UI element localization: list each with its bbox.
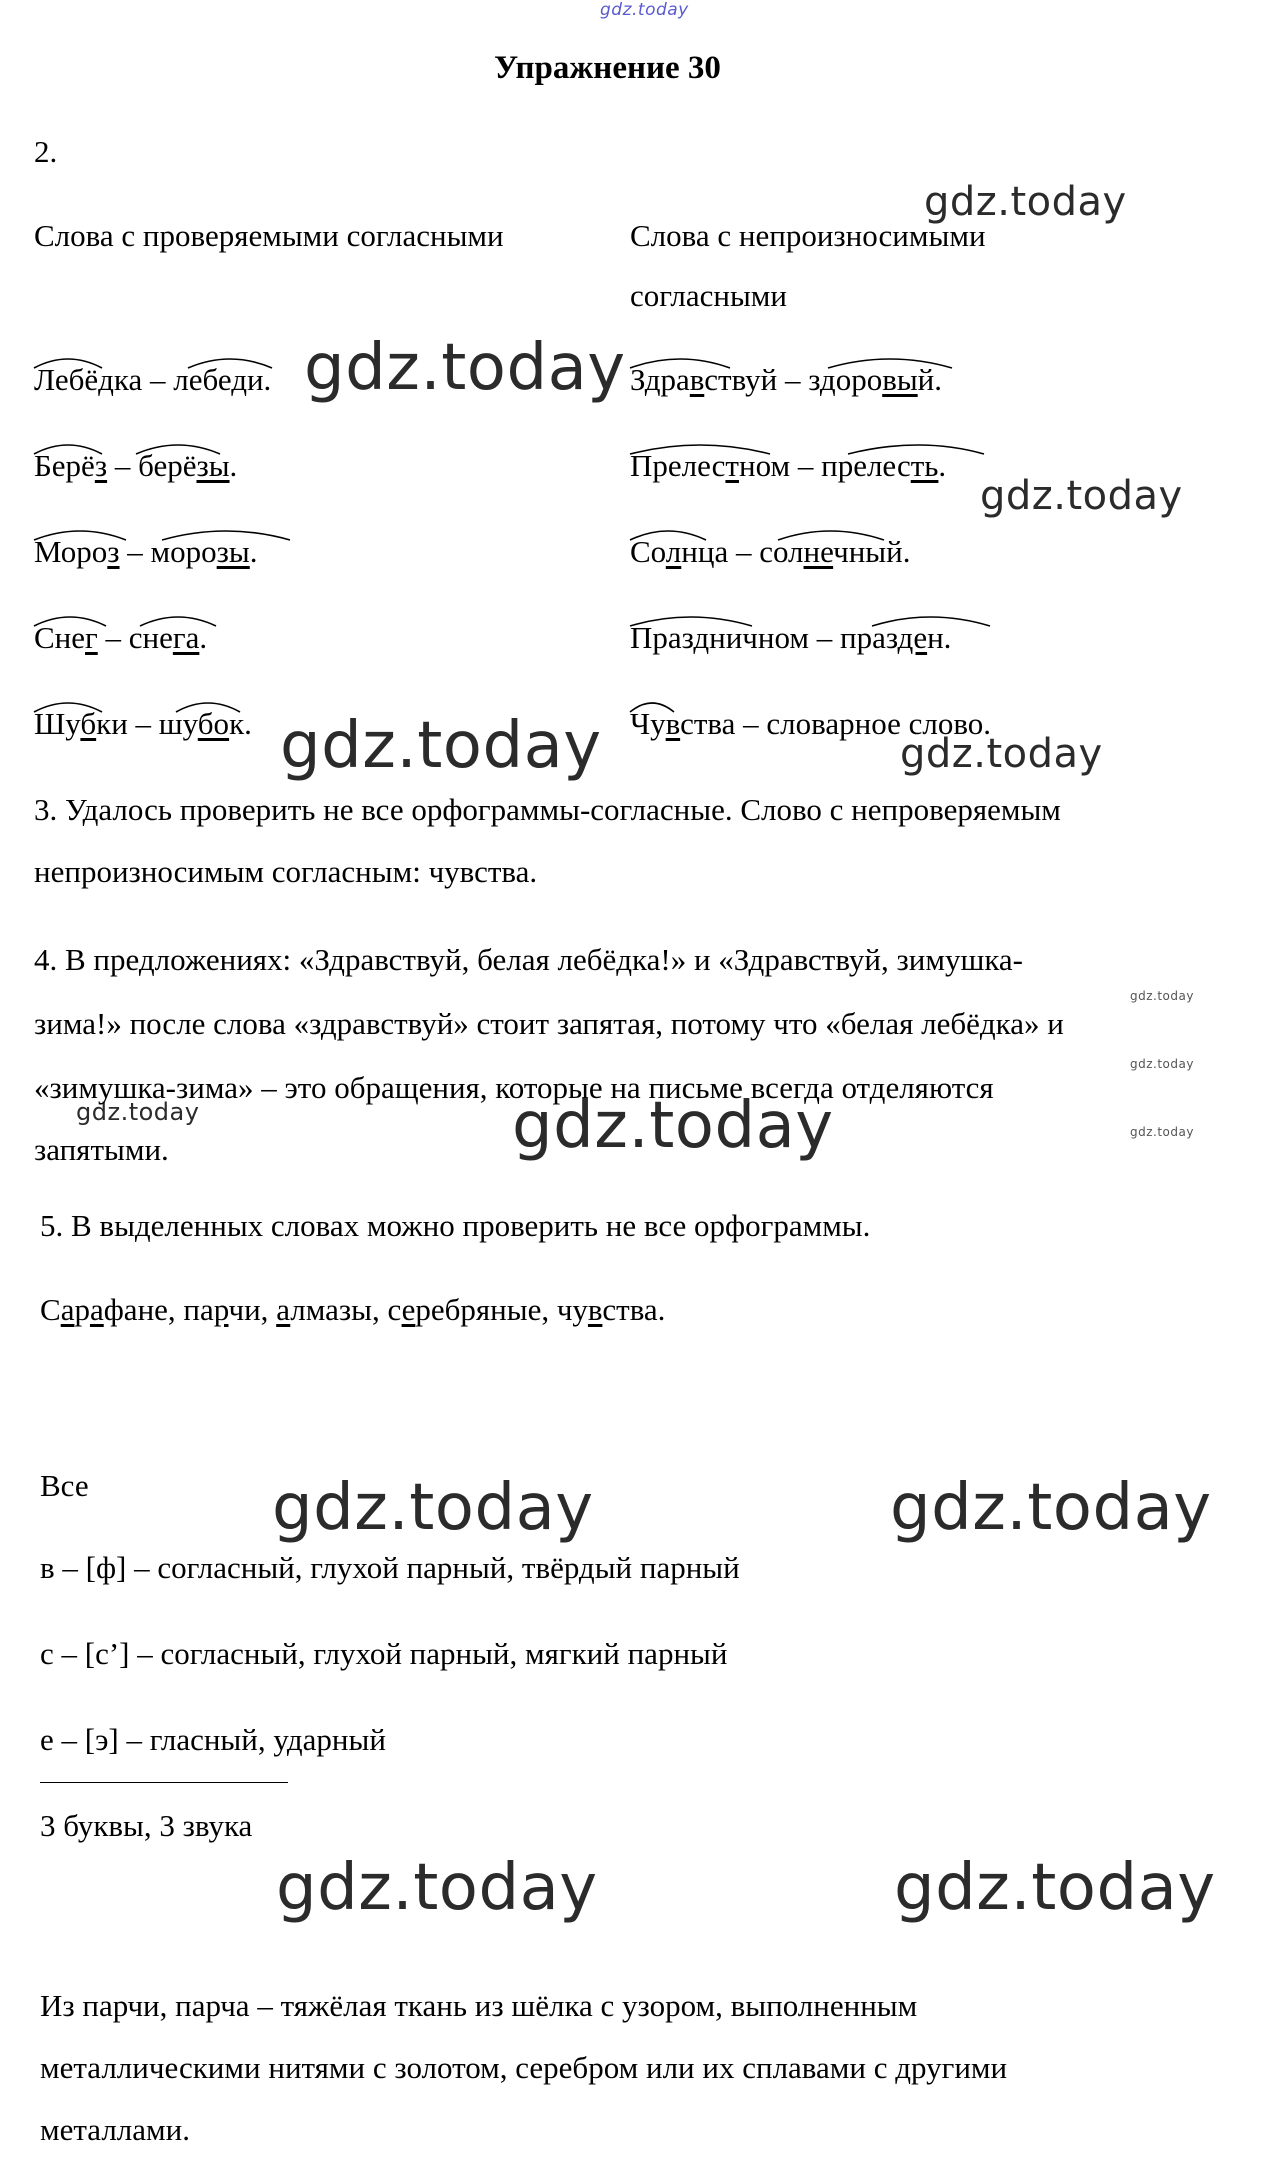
watermark: gdz.today [276, 1851, 598, 1925]
task4-line: «зимушка-зима» – это обращения, которые на письме всегда отделяются [34, 1070, 994, 1105]
column-header-right: Слова с непроизносимыми [630, 218, 986, 253]
watermark: gdz.today [76, 1098, 200, 1126]
word-pair: Прелестном – прелесть. [630, 448, 947, 483]
watermark-small: gdz.today [1130, 1125, 1194, 1139]
word-pair: Чувства – словарное слово. [630, 706, 992, 741]
divider [40, 1782, 288, 1783]
watermark: gdz.today [304, 331, 626, 405]
definition-line: металлическими нитями с золотом, серебром или их сплавами с другими [40, 2050, 1008, 2085]
task-number: 2. [34, 134, 58, 169]
definition-line: Из парчи, парча – тяжёлая ткань из шёлка с узором, выполненным [40, 1988, 918, 2023]
page-title: Упражнение 30 [494, 50, 721, 86]
task3-line: 3. Удалось проверить не все орфограммы-согласные. Слово с непроверяемым [34, 792, 1061, 827]
watermark: gdz.today [900, 731, 1103, 777]
column-header-left: Слова с проверяемыми согласными [34, 218, 504, 253]
word-pair: Праздничном – празден. [630, 620, 952, 655]
word-pair: Шубки – шубок. [34, 706, 252, 741]
word-pair: Снег – снега. [34, 620, 208, 655]
task5-line: 5. В выделенных словах можно проверить не все орфограммы. [40, 1208, 871, 1243]
word-pair: Лебёдка – лебеди. [34, 362, 272, 397]
column-header-right-cont: согласными [630, 278, 788, 313]
analysis-word: Все [40, 1468, 89, 1503]
analysis-row: с – [с’] – согласный, глухой парный, мягкий парный [40, 1636, 728, 1671]
watermark: gdz.today [890, 1471, 1212, 1545]
watermark: gdz.today [512, 1089, 834, 1163]
analysis-summary: 3 буквы, 3 звука [40, 1808, 253, 1843]
watermark-top: gdz.today [600, 0, 689, 20]
watermark: gdz.today [280, 709, 602, 783]
task4-line: зима!» после слова «здравствуй» стоит запятая, потому что «белая лебёдка» и [34, 1006, 1064, 1041]
word-pair: Солнца – солнечный. [630, 534, 911, 569]
word-pair: Мороз – морозы. [34, 534, 258, 569]
watermark-small: gdz.today [1130, 1057, 1194, 1071]
root-arcs [0, 0, 1288, 760]
analysis-row: в – [ф] – согласный, глухой парный, твёрдый парный [40, 1550, 740, 1585]
word-pair: Здравствуй – здоровый. [630, 362, 943, 397]
task4-line: 4. В предложениях: «Здравствуй, белая лебёдка!» и «Здравствуй, зимушка- [34, 942, 1024, 977]
task3-line: непроизносимым согласным: чувства. [34, 854, 538, 889]
word-pair: Берёз – берёзы. [34, 448, 238, 483]
definition-line: металлами. [40, 2112, 190, 2147]
task4-line: запятыми. [34, 1132, 169, 1167]
watermark-small: gdz.today [1130, 989, 1194, 1003]
analysis-row: е – [э] – гласный, ударный [40, 1722, 386, 1757]
task5-words: Сарафане, парчи, алмазы, серебряные, чувства. [40, 1292, 666, 1327]
watermark: gdz.today [924, 179, 1127, 225]
watermark: gdz.today [272, 1471, 594, 1545]
watermark: gdz.today [894, 1851, 1216, 1925]
watermark: gdz.today [980, 473, 1183, 519]
